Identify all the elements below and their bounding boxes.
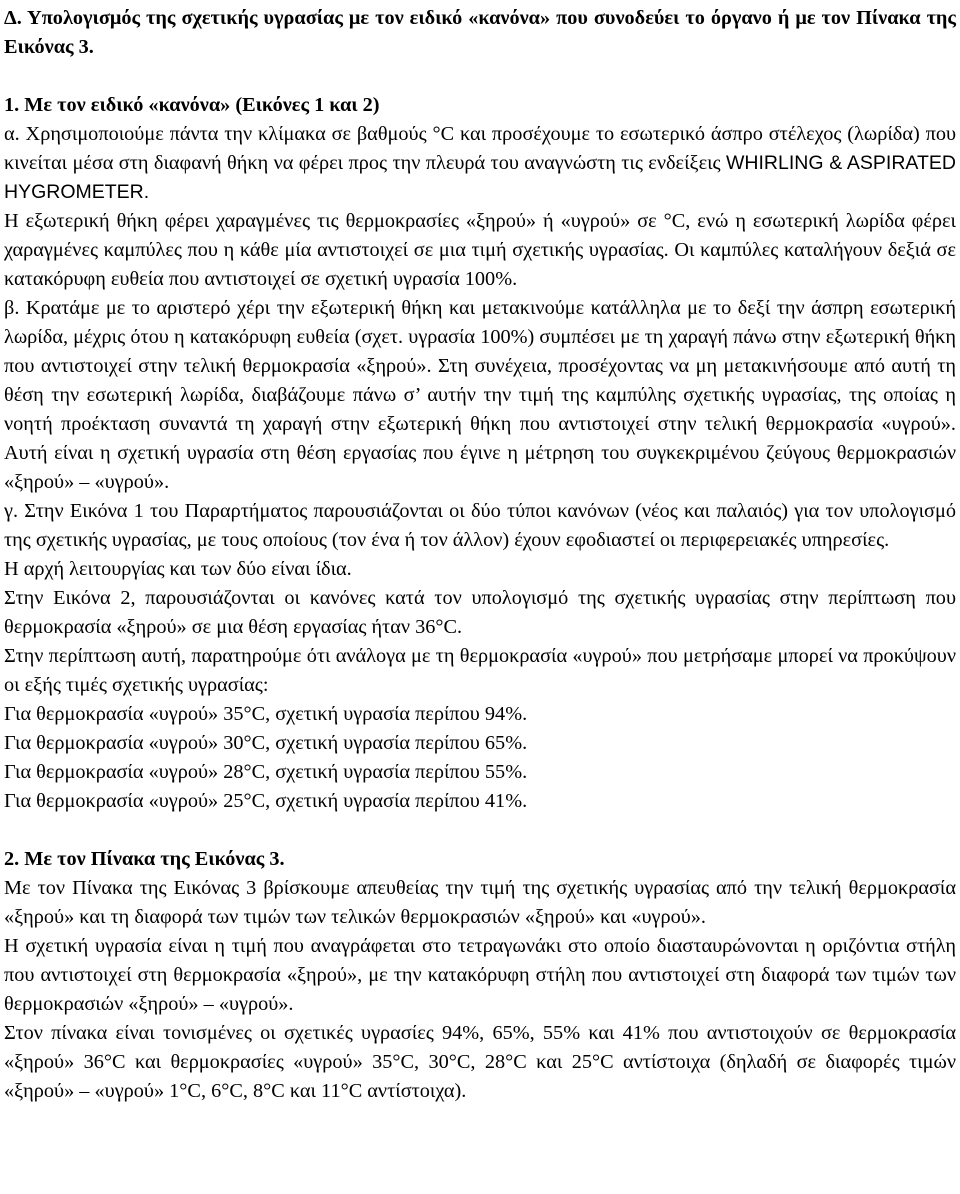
example-line: Για θερμοκρασία «υγρού» 25°C, σχετική υγρασία περίπου 41%. <box>4 790 528 812</box>
example-line: Για θερμοκρασία «υγρού» 35°C, σχετική υγρασία περίπου 94%. <box>4 703 528 725</box>
same-principle-text: Η αρχή λειτουργίας και των δύο είναι ίδια. <box>4 558 352 580</box>
table-paragraph-3: Στον πίνακα είναι τονισμένες οι σχετικές υγρασίες 94%, 65%, 55% και 41% που αντιστοιχούν σε θερμοκρασία «ξηρού» 36°C και θερμοκρασίες «υγρού» 35°C, 30°C, 28°C και 25°C αντίστοιχα (δηλαδή σε διαφορές τιμών «ξηρού» – «υγρού» 1°C, 6°C, 8°C και 11°C αντίστοιχα). <box>4 1022 956 1102</box>
table-paragraph-2: Η σχετική υγρασία είναι η τιμή που αναγράφεται στο τετραγωνάκι στο οποίο διασταυρώνονται η οριζόντια στήλη που αντιστοιχεί στη θερμοκρασία «ξηρού», με την κατακόρυφη στήλη που αντιστοιχεί στη διαφορά των τιμών των θερμοκρασιών «ξηρού» – «υγρού». <box>4 935 956 1015</box>
observation-paragraph: Στην περίπτωση αυτή, παρατηρούμε ότι ανάλογα με τη θερμοκρασία «υγρού» που μετρήσαμε μπορεί να προκύψουν οι εξής τιμές σχετικής υγρασίας: <box>4 645 956 696</box>
paragraph-a <box>4 120 956 207</box>
spacer <box>4 816 956 845</box>
table-paragraph-1: Με τον Πίνακα της Εικόνας 3 βρίσκουμε απευθείας την τιμή της σχετικής υγρασίας από την τελική θερμοκρασία «ξηρού» και τη διαφορά των τιμών των τελικών θερμοκρασιών «ξηρού» και «υγρού». <box>4 877 956 928</box>
example-line: Για θερμοκρασία «υγρού» 30°C, σχετική υγρασία περίπου 65%. <box>4 732 528 754</box>
example-line: Για θερμοκρασία «υγρού» 28°C, σχετική υγρασία περίπου 55%. <box>4 761 528 783</box>
paragraph-b: β. Κρατάμε με το αριστερό χέρι την εξωτερική θήκη και μετακινούμε κατάλληλα με το δεξί την άσπρη εσωτερική λωρίδα, μέχρις ότου η κατακόρυφη ευθεία (σχετ. υγρασία 100%) συμπέσει με τη χαραγή πάνω στην εξωτερική θήκη που αντιστοιχεί στην τελική θερμοκρασία «ξηρού». Στη συνέχεια, προσέχοντας να μη μετακινήσουμε από αυτή τη θέση την εσωτερική λωρίδα, διαβάζουμε πάνω σ’ αυτήν την τιμή της καμπύλης σχετικής υγρασίας, της οποίας η νοητή προέκταση συναντά τη χαραγή στην εξωτερική θήκη που αντιστοιχεί στην τελική θερμοκρασία «υγρού». Αυτή είναι η σχετική υγρασία στη θέση εργασίας που έγινε η μέτρηση του συγκεκριμένου ζεύγους θερμοκρασιών «ξηρού» – «υγρού». <box>4 297 956 493</box>
section-2-heading: 2. Με τον Πίνακα της Εικόνας 3. <box>4 848 285 870</box>
paragraph-a-lead: α. Χρησιμοποιούμε πάντα την κλίμακα σε βαθμούς °C και προσέχουμε το εσωτερικό άσπρο στέλεχος (λωρίδα) που κινείται μέσα στη διαφανή θήκη να φέρει προς την πλευρά του αναγνώστη τις ενδείξεις <box>4 123 956 174</box>
section-1-heading: 1. Με τον ειδικό «κανόνα» (Εικόνες 1 και 2) <box>4 94 380 116</box>
paragraph-a-continued: Η εξωτερική θήκη φέρει χαραγμένες τις θερμοκρασίες «ξηρού» ή «υγρού» σε °C, ενώ η εσωτερική λωρίδα φέρει χαραγμένες καμπύλες που η κάθε μία αντιστοιχεί σε μια τιμή σχετικής υγρασίας. Οι καμπύλες καταλήγουν δεξιά σε κατακόρυφη ευθεία που αντιστοιχεί σε σχετική υγρασία 100%. <box>4 210 956 290</box>
figure-2-paragraph: Στην Εικόνα 2, παρουσιάζονται οι κανόνες κατά τον υπολογισμό της σχετικής υγρασίας στην περίπτωση που θερμοκρασία «ξηρού» σε μια θέση εργασίας ήταν 36°C. <box>4 587 956 638</box>
document-title: Δ. Υπολογισμός της σχετικής υγρασίας με τον ειδικό «κανόνα» που συνοδεύει το όργανο ή με τον Πίνακα της Εικόνας 3. <box>4 7 956 58</box>
instrument-name: WHIRLING & ASPIRATED HYGROMETER. <box>4 152 956 203</box>
paragraph-c: γ. Στην Εικόνα 1 του Παραρτήματος παρουσιάζονται οι δύο τύποι κανόνων (νέος και παλαιός) για τον υπολογισμό της σχετικής υγρασίας, με τους οποίους (τον ένα ή τον άλλον) έχουν εφοδιαστεί οι περιφερειακές υπηρεσίες. <box>4 500 956 551</box>
document-page <box>4 4 956 1106</box>
spacer <box>4 62 956 91</box>
